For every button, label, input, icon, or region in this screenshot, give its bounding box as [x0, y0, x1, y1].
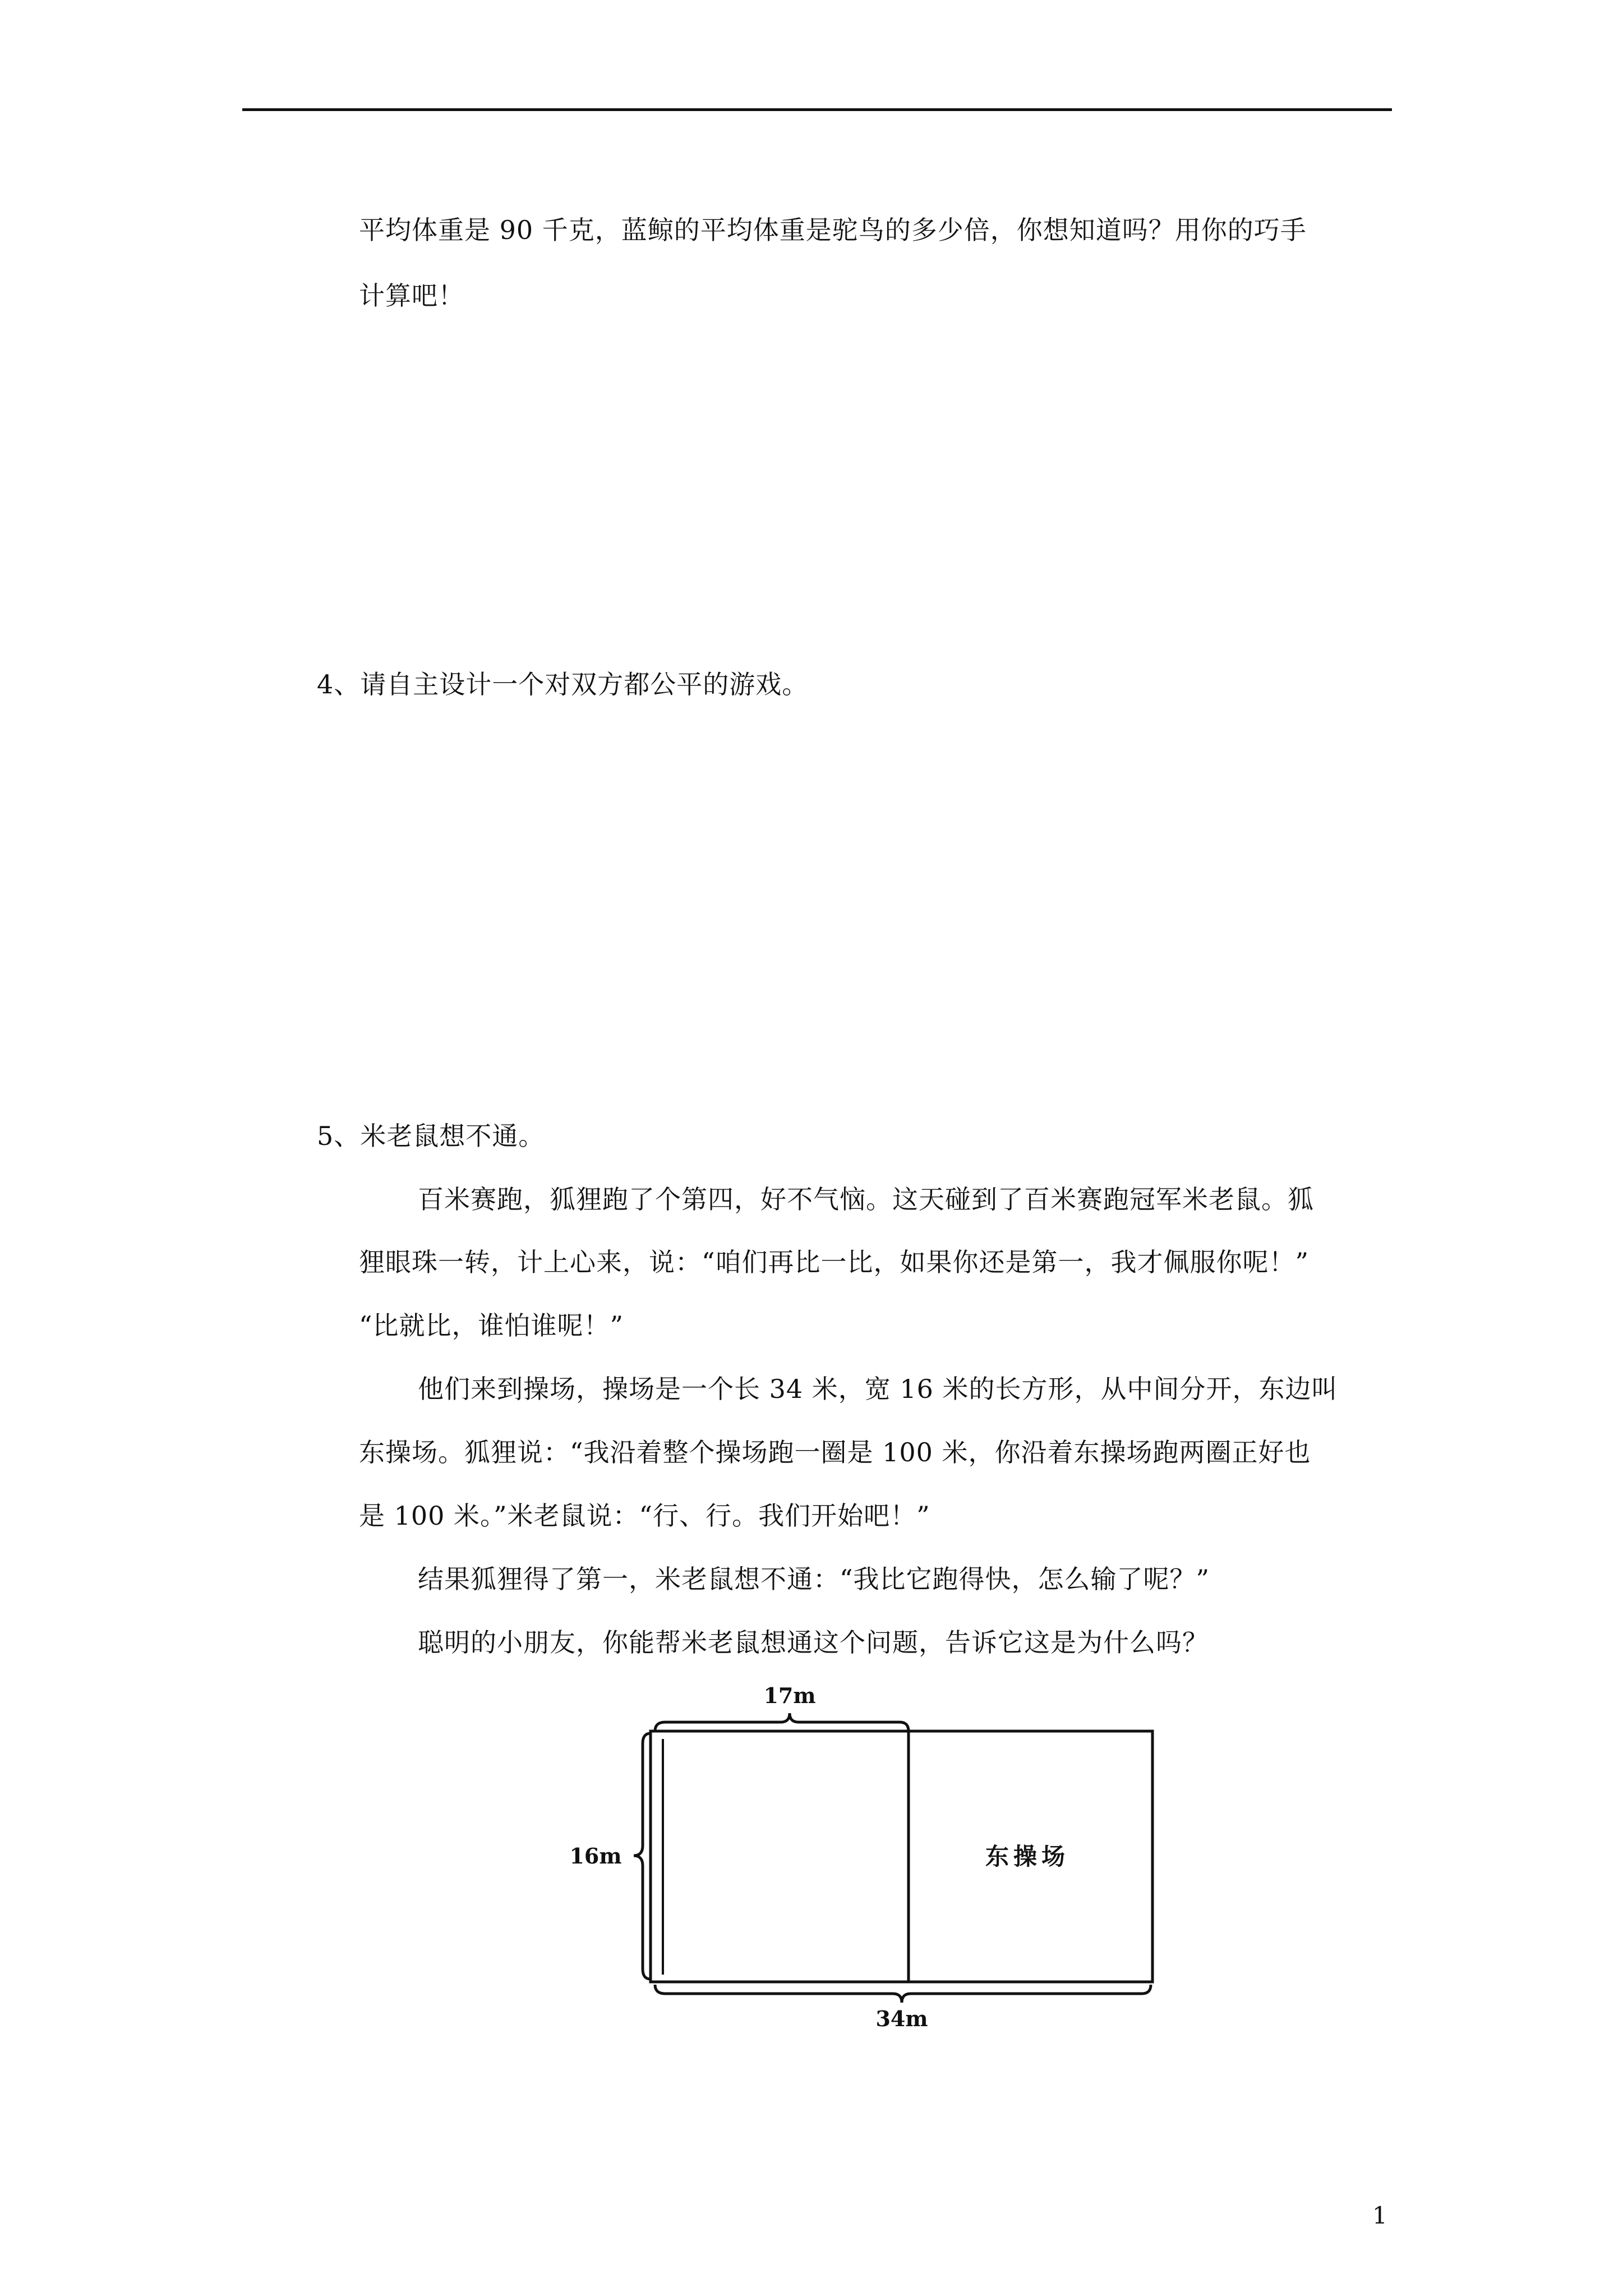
- q5-line-8: 聪明的小朋友，你能帮米老鼠想通这个问题，告诉它这是为什么吗？: [418, 1627, 1209, 1658]
- q5-heading: 5、米老鼠想不通。: [317, 1121, 545, 1151]
- q5-line-5: 东操场。狐狸说：“我沿着整个操场跑一圈是 100 米，你沿着东操场跑两圈正好也: [359, 1437, 1311, 1467]
- q3-line-1: 平均体重是 90 千克，蓝鲸的平均体重是驼鸟的多少倍，你想知道吗？用你的巧手: [359, 215, 1307, 245]
- left-brace: [634, 1733, 651, 1979]
- q5-line-1: 百米赛跑，狐狸跑了个第四，好不气恼。这天碰到了百米赛跑冠军米老鼠。狐: [418, 1184, 1314, 1214]
- page-number: 1: [1372, 2202, 1387, 2229]
- playground-diagram: [561, 1677, 1189, 2036]
- header-rule: [242, 108, 1392, 111]
- top-brace: [655, 1713, 909, 1731]
- q3-line-2: 计算吧！: [359, 280, 464, 311]
- q5-line-2: 狸眼珠一转，计上心来，说：“咱们再比一比，如果你还是第一，我才佩服你呢！”: [359, 1247, 1310, 1277]
- q5-line-3: “比就比，谁怕谁呢！”: [359, 1310, 624, 1341]
- bottom-length-label: 34m: [875, 2006, 928, 2031]
- q5-line-6: 是 100 米。”米老鼠说：“行、行。我们开始吧！”: [359, 1501, 930, 1531]
- whole-playground-rect: [651, 1731, 1152, 1982]
- q5-line-7: 结果狐狸得了第一，米老鼠想不通：“我比它跑得快，怎么输了呢？”: [418, 1564, 1210, 1594]
- east-playground-label: 东操场: [985, 1843, 1070, 1870]
- q5-line-4: 他们来到操场，操场是一个长 34 米，宽 16 米的长方形，从中间分开，东边叫: [418, 1374, 1338, 1404]
- bottom-brace: [655, 1985, 1151, 2003]
- top-length-label: 17m: [763, 1683, 816, 1708]
- left-width-label: 16m: [569, 1843, 622, 1869]
- q4-heading: 4、请自主设计一个对双方都公平的游戏。: [317, 669, 809, 700]
